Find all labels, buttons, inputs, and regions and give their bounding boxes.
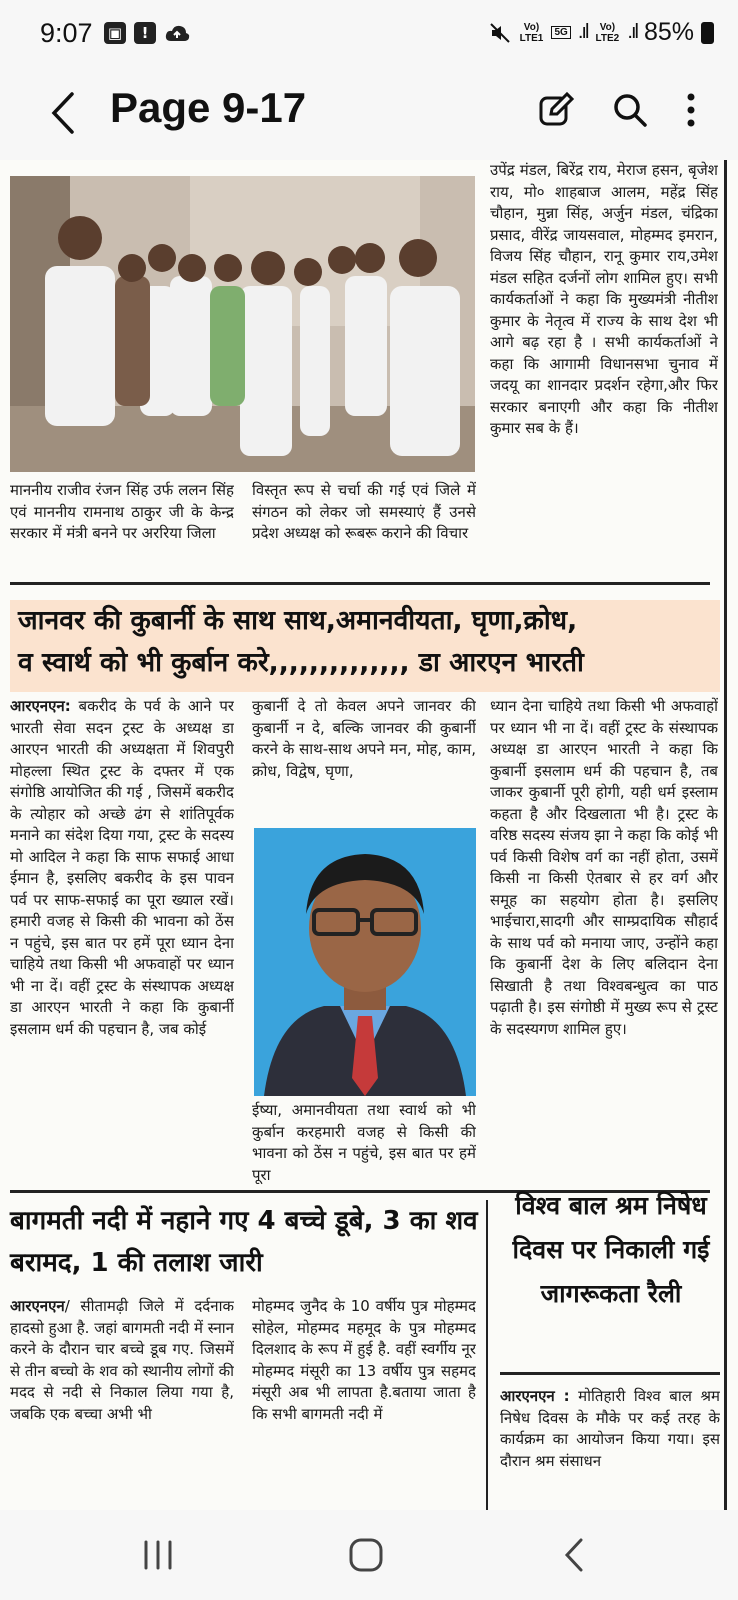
main-article-col-2-bottom: ईष्या, अमानवीयता तथा स्वार्थ को भी कुर्बान करहमारी वजह से किसी की भावना को ठेंस न पहुंचे, इस बात पर हमें पूरा: [252, 1101, 476, 1184]
status-time: 9:07: [40, 18, 93, 48]
app-actions: [536, 88, 698, 132]
network-1-label: Vo) LTE1: [519, 21, 544, 44]
rally-article-body: मोतिहारी विश्व बाल श्रम निषेध दिवस के मौके पर कई तरह के कार्यक्रम का आयोजन किया गया। इस दौरान श्रम संसाधन: [500, 1387, 720, 1470]
more-vertical-icon: [686, 92, 696, 128]
river-article-col-1-text: / सीतामढ़ी जिले में दर्दनाक हादसो हुआ है. जहां बागमती नदी में स्नान करने के दौरान चार बच्चे डूब गए. जिसमें से तीन बच्चो के शव को स्थानीय लोगों की मदद से नदी से निकाल लिया गया है, जबकि एक बच्चा अभी भी: [10, 1297, 234, 1423]
main-headline-line-2: व स्वार्थ को भी कुर्बान करे,,,,,,,,,,,,,, डा आरएन भारती: [18, 647, 584, 678]
battery-percent: 85%: [643, 18, 694, 46]
rally-article-text: [500, 1386, 720, 1496]
status-bar: [0, 0, 738, 70]
rally-divider: [500, 1372, 720, 1375]
more-options-button[interactable]: [684, 88, 698, 132]
signal-2-icon: .ıl: [627, 21, 637, 43]
portrait-photo: [254, 828, 476, 1096]
main-headline-line-1: जानवर की कुबार्नी के साथ साथ,अमानवीयता, घृणा,क्रोध,: [18, 605, 578, 636]
gallery-icon: ▣: [104, 22, 126, 44]
cloud-upload-icon: [164, 22, 190, 44]
search-icon: [611, 91, 649, 129]
search-button[interactable]: [610, 88, 650, 132]
main-article-col-1: [10, 696, 234, 1108]
column-divider: [486, 1200, 488, 1510]
article-top-left-text: माननीय राजीव रंजन सिंह उर्फ ललन सिंह एवं माननीय रामनाथ ठाकुर जी के केन्द्र सरकार में मंत्री बनने पर अररिया जिला: [10, 481, 234, 542]
home-button[interactable]: [336, 1532, 396, 1578]
page-title: Page 9-17: [110, 84, 307, 131]
status-indicators: [489, 18, 714, 47]
rally-article-tag: आरएनएन :: [500, 1387, 570, 1405]
river-article-col-1: [10, 1296, 234, 1490]
river-article-tag: आरएनएन: [10, 1297, 65, 1315]
page-right-border: [724, 160, 727, 1510]
main-article-col-3: ध्यान देना चाहिये तथा किसी भी अफवाहों पर ध्यान भी ना दें। वहीं ट्रस्ट के संस्थापक अध्यक्ष डा आरएन भारती ने कहा कि कुबार्नी इसलाम धर्म की पहचान है, तब जाकर कुबार्नी पूरी होगी, यही धर्म इस्लाम कहता है और दिखलाता भी है। ट्रस्ट के वरिष्ठ सदस्य संजय झा ने कहा कि कोई भी पर्व किसी विशेष वर्ग का नहीं होता, उसमें किसी ना किसी ऐतबार से हर वर्ग और समूह का सहयोग होता है। इसलिए भाईचारा,सादगी और साम्प्रदायिक सौहार्द के साथ पर्व को मनाया जाए, उन्होंने कहा कि कुबार्नी देश के लिए बलिदान देना सिखाती है तथा विश्वबन्धुत्व का पाठ पढ़ाती है। इस संगोष्ठी में मुख्य रूप से ट्रस्ट के सदस्यगण शामिल हुए।: [490, 697, 718, 1038]
mute-icon: [489, 22, 511, 44]
article-top-mid-text: विस्तृत रूप से चर्चा की गई एवं जिले में संगठन को लेकर जो समस्याएं हैं उनसे प्रदेश अध्यक्ष को रूबरू कराने की विचार: [252, 481, 476, 542]
newspaper-page[interactable]: [0, 160, 738, 1510]
main-article-col-2-top: कुबार्नी दे तो केवल अपने जानवर की कुबार्नी न दे, बल्कि जानवर की कुबार्नी करने के साथ-साथ अपने मन, मोह, काम, क्रोध, विद्वेष, घृणा,: [252, 697, 476, 780]
network-2-label: Vo) LTE2: [595, 21, 620, 44]
nav-back-button[interactable]: [544, 1532, 604, 1578]
network-5g-badge: 5G: [551, 26, 570, 39]
battery-icon: [701, 22, 714, 44]
group-photo: [10, 176, 475, 472]
back-icon: [561, 1537, 587, 1573]
river-article-col-2: मोहम्मद जुनैद के 10 वर्षीय पुत्र मोहम्मद सोहेल, मोहम्मद महमूद के पुत्र मोहम्मद दिलशाद के रूप में हुई है. वहीं स्वर्गीय नूर मोहम्मद मंसूरी का 13 वर्षीय पुत्र सहमद मंसूरी अब भी लापता है.बताया जाता है कि सभी बागमती नदी में: [252, 1297, 476, 1423]
app-bar: [0, 70, 738, 160]
section-divider: [10, 582, 710, 585]
recent-apps-icon: [141, 1540, 175, 1570]
rally-headline: विश्व बाल श्रम निषेध दिवस पर निकाली गई जागरूकता रैली: [512, 1191, 710, 1308]
edit-icon: [537, 91, 575, 129]
river-headline: बागमती नदी में नहाने गए 4 बच्चे डूबे, 3 का शव बरामद, 1 की तलाश जारी: [10, 1206, 478, 1278]
main-article-tag: आरएनएन:: [10, 697, 71, 715]
back-button[interactable]: [44, 88, 84, 138]
notification-icons: [104, 22, 190, 44]
system-nav-bar: [0, 1510, 738, 1600]
recent-apps-button[interactable]: [128, 1532, 188, 1578]
main-headline: [10, 600, 720, 692]
main-article-col-1-text: बकरीद के पर्व के आने पर भारती सेवा सदन ट्रस्ट के अध्यक्ष डा आरएन भारती की अध्यक्षता में शिवपुरी मोहल्ला स्थित ट्रस्ट के दफ्तर में एक संगोष्ठि आयोजित की गई , जिसमें बकरीद के त्योहार को अच्छे ढंग से शांतिपूर्वक मनाने का संदेश दिया गया, ट्रस्ट के सदस्य मो आदिल ने कहा कि साफ सफाई आधा ईमान है, इसलिए बकरीद के इस पावन पर्व पर साफ-सफाई का पूरा ख्याल रखें। हमारी वजह से किसी की भावना को ठेंस न पहुंचे, इस बात पर हमें पूरा ध्यान देना चाहिये तथा किसी भी अफवाहों पर ध्यान भी ना दें। वहीं ट्रस्ट के संस्थापक अध्यक्ष डा आरएन भारती ने कहा कि कुबार्नी इसलाम धर्म की पहचान है, जब कोई: [10, 697, 234, 1038]
chevron-left-icon: [44, 88, 84, 138]
home-icon: [348, 1537, 384, 1573]
signal-1-icon: .ıl: [577, 21, 588, 43]
article-top-right-text: उपेंद्र मंडल, बिरेंद्र राय, मेराज हसन, बृजेश राय, मो० शाहबाज आलम, महेंद्र सिंह चौहान, मुन्ना सिंह, अर्जुन मंडल, चंद्रिका प्रसाद, वीरेंद्र जायसवाल, मोहम्मद इमरान, विजय सिंह चौहान, रानू कुमार राय,उमेश मंडल सहित दर्जनों लोग शामिल हुए। सभी कार्यकर्ताओं ने कहा कि मुख्यमंत्री नीतीश कुमार के नेतृत्व में राज्य के साथ देश भी आगे बढ़ रहा है । सभी कार्यकर्ताओं ने कहा कि आगामी विधानसभा चुनाव में जदयू का शानदार प्रदर्शन रहेगा,और फिर सरकार बनाएगी और कहा कि नीतीश कुमार सब के हैं।: [490, 161, 718, 437]
alert-icon: !: [134, 22, 156, 44]
edit-button[interactable]: [536, 88, 576, 132]
